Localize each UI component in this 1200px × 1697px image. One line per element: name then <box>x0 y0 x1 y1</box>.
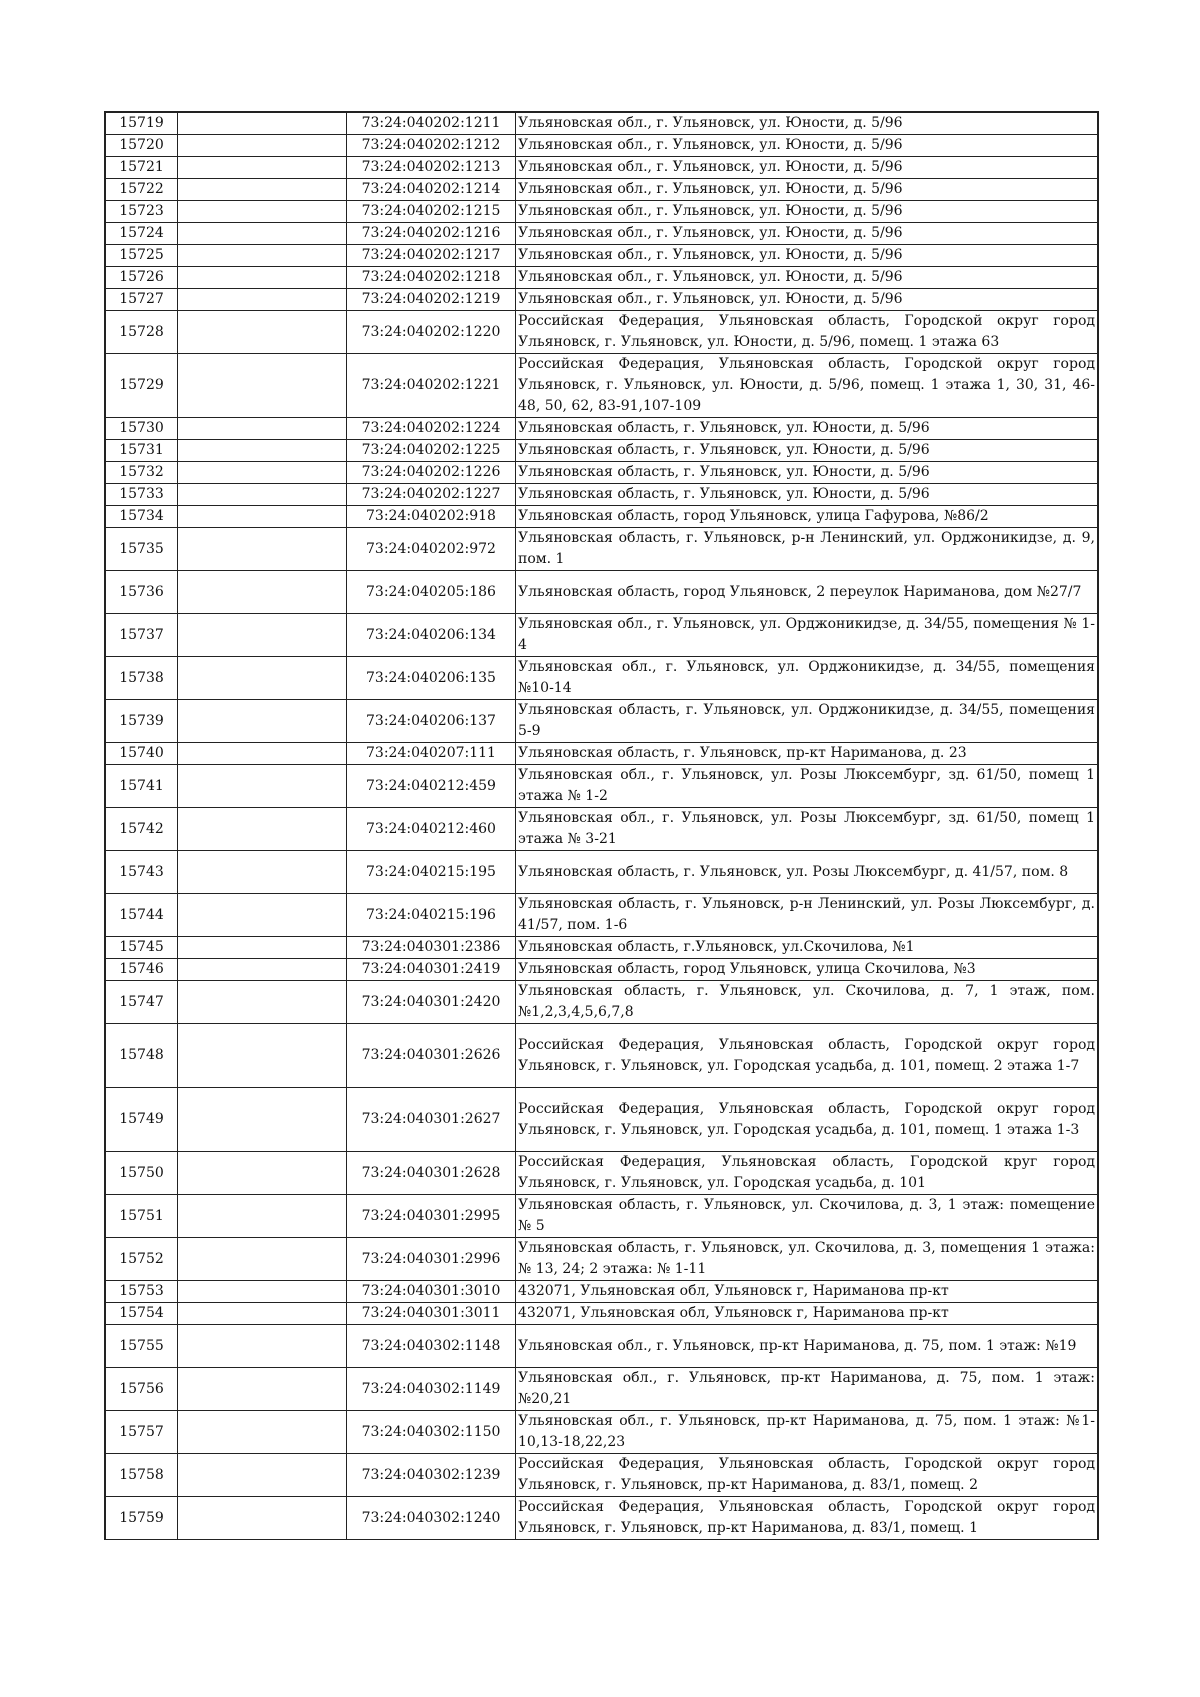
cadastral-number-cell: 73:24:040301:2996 <box>347 1238 516 1281</box>
cadastral-number-cell: 73:24:040212:460 <box>347 808 516 851</box>
table-row <box>105 1325 1098 1368</box>
row-number-cell: 15759 <box>105 1497 178 1540</box>
empty-cell <box>178 267 347 289</box>
empty-cell <box>178 959 347 981</box>
cadastral-number-cell: 73:24:040202:1217 <box>347 245 516 267</box>
table-row <box>105 1497 1098 1540</box>
address-cell: Ульяновская обл., г. Ульяновск, ул. Юности, д. 5/96 <box>516 179 1099 201</box>
cadastral-number-cell: 73:24:040301:2419 <box>347 959 516 981</box>
cadastral-number-cell: 73:24:040302:1148 <box>347 1325 516 1368</box>
empty-cell <box>178 1195 347 1238</box>
cadastral-number-cell: 73:24:040202:918 <box>347 506 516 528</box>
empty-cell <box>178 440 347 462</box>
cadastral-number-cell: 73:24:040302:1150 <box>347 1411 516 1454</box>
row-number-cell: 15742 <box>105 808 178 851</box>
address-cell: Ульяновская обл., г. Ульяновск, ул. Юности, д. 5/96 <box>516 157 1099 179</box>
address-cell: Ульяновская обл., г. Ульяновск, ул. Юности, д. 5/96 <box>516 201 1099 223</box>
table-row <box>105 506 1098 528</box>
table-row <box>105 700 1098 743</box>
address-cell: Ульяновская область, г. Ульяновск, ул. Орджоникидзе, д. 34/55, помещения 5-9 <box>516 700 1099 743</box>
cadastral-number-cell: 73:24:040202:1219 <box>347 289 516 311</box>
cadastral-number-cell: 73:24:040302:1149 <box>347 1368 516 1411</box>
cadastral-number-cell: 73:24:040301:2628 <box>347 1152 516 1195</box>
cadastral-number-cell: 73:24:040215:195 <box>347 851 516 894</box>
table-row <box>105 1454 1098 1497</box>
row-number-cell: 15730 <box>105 418 178 440</box>
table-row <box>105 418 1098 440</box>
empty-cell <box>178 1497 347 1540</box>
address-cell: Ульяновская область, г. Ульяновск, ул. Юности, д. 5/96 <box>516 484 1099 506</box>
row-number-cell: 15751 <box>105 1195 178 1238</box>
address-cell: Ульяновская обл., г. Ульяновск, ул. Юности, д. 5/96 <box>516 112 1099 135</box>
address-cell: Ульяновская обл., г. Ульяновск, ул. Юности, д. 5/96 <box>516 223 1099 245</box>
address-cell: Ульяновская область, г. Ульяновск, ул. Юности, д. 5/96 <box>516 462 1099 484</box>
table-row <box>105 289 1098 311</box>
registry-table <box>104 111 1099 1540</box>
table-row <box>105 808 1098 851</box>
empty-cell <box>178 1281 347 1303</box>
empty-cell <box>178 1238 347 1281</box>
table-row <box>105 112 1098 135</box>
row-number-cell: 15752 <box>105 1238 178 1281</box>
empty-cell <box>178 808 347 851</box>
table-row <box>105 528 1098 571</box>
empty-cell <box>178 851 347 894</box>
cadastral-number-cell: 73:24:040202:972 <box>347 528 516 571</box>
address-cell: Ульяновская область, город Ульяновск, улица Скочилова, №3 <box>516 959 1099 981</box>
address-cell: Ульяновская область, г.Ульяновск, ул.Скочилова, №1 <box>516 937 1099 959</box>
empty-cell <box>178 1024 347 1088</box>
address-cell: Ульяновская обл., г. Ульяновск, ул. Юности, д. 5/96 <box>516 289 1099 311</box>
address-cell: Ульяновская обл., г. Ульяновск, пр-кт Нариманова, д. 75, пом. 1 этаж: №19 <box>516 1325 1099 1368</box>
table-row <box>105 223 1098 245</box>
empty-cell <box>178 1454 347 1497</box>
row-number-cell: 15723 <box>105 201 178 223</box>
row-number-cell: 15753 <box>105 1281 178 1303</box>
cadastral-number-cell: 73:24:040205:186 <box>347 571 516 614</box>
table-row <box>105 1411 1098 1454</box>
table-row <box>105 937 1098 959</box>
row-number-cell: 15747 <box>105 981 178 1024</box>
empty-cell <box>178 1325 347 1368</box>
empty-cell <box>178 289 347 311</box>
row-number-cell: 15741 <box>105 765 178 808</box>
row-number-cell: 15750 <box>105 1152 178 1195</box>
cadastral-number-cell: 73:24:040207:111 <box>347 743 516 765</box>
empty-cell <box>178 1088 347 1152</box>
cadastral-number-cell: 73:24:040301:2627 <box>347 1088 516 1152</box>
address-cell: Российская Федерация, Ульяновская область, Городской округ город Ульяновск, г. Ульяновск, ул. Городская усадьба, д. 101, помещ. 1 этажа 1-3 <box>516 1088 1099 1152</box>
row-number-cell: 15744 <box>105 894 178 937</box>
table-row <box>105 571 1098 614</box>
address-cell: Ульяновская область, г. Ульяновск, ул. Юности, д. 5/96 <box>516 418 1099 440</box>
table-row <box>105 311 1098 354</box>
cadastral-number-cell: 73:24:040301:2995 <box>347 1195 516 1238</box>
row-number-cell: 15735 <box>105 528 178 571</box>
table-row <box>105 1281 1098 1303</box>
row-number-cell: 15738 <box>105 657 178 700</box>
cadastral-number-cell: 73:24:040301:2626 <box>347 1024 516 1088</box>
row-number-cell: 15756 <box>105 1368 178 1411</box>
table-row <box>105 267 1098 289</box>
empty-cell <box>178 1303 347 1325</box>
row-number-cell: 15757 <box>105 1411 178 1454</box>
table-row <box>105 1303 1098 1325</box>
table-row <box>105 981 1098 1024</box>
empty-cell <box>178 157 347 179</box>
empty-cell <box>178 354 347 418</box>
empty-cell <box>178 418 347 440</box>
address-cell: Ульяновская обл., г. Ульяновск, ул. Юности, д. 5/96 <box>516 267 1099 289</box>
cadastral-number-cell: 73:24:040202:1212 <box>347 135 516 157</box>
cadastral-number-cell: 73:24:040301:2420 <box>347 981 516 1024</box>
table-row <box>105 440 1098 462</box>
table-row <box>105 157 1098 179</box>
row-number-cell: 15754 <box>105 1303 178 1325</box>
row-number-cell: 15746 <box>105 959 178 981</box>
cadastral-number-cell: 73:24:040202:1221 <box>347 354 516 418</box>
address-cell: Ульяновская обл., г. Ульяновск, ул. Юности, д. 5/96 <box>516 135 1099 157</box>
address-cell: Ульяновская обл., г. Ульяновск, ул. Юности, д. 5/96 <box>516 245 1099 267</box>
address-cell: 432071, Ульяновская обл, Ульяновск г, Нариманова пр-кт <box>516 1281 1099 1303</box>
cadastral-number-cell: 73:24:040302:1239 <box>347 1454 516 1497</box>
row-number-cell: 15720 <box>105 135 178 157</box>
table-row <box>105 135 1098 157</box>
address-cell: Ульяновская область, г. Ульяновск, ул. Скочилова, д. 3, 1 этаж: помещение № 5 <box>516 1195 1099 1238</box>
empty-cell <box>178 614 347 657</box>
row-number-cell: 15737 <box>105 614 178 657</box>
empty-cell <box>178 506 347 528</box>
row-number-cell: 15722 <box>105 179 178 201</box>
empty-cell <box>178 484 347 506</box>
address-cell: Ульяновская область, г. Ульяновск, пр-кт Нариманова, д. 23 <box>516 743 1099 765</box>
row-number-cell: 15758 <box>105 1454 178 1497</box>
empty-cell <box>178 462 347 484</box>
row-number-cell: 15731 <box>105 440 178 462</box>
cadastral-number-cell: 73:24:040202:1225 <box>347 440 516 462</box>
row-number-cell: 15732 <box>105 462 178 484</box>
row-number-cell: 15736 <box>105 571 178 614</box>
row-number-cell: 15727 <box>105 289 178 311</box>
row-number-cell: 15728 <box>105 311 178 354</box>
cadastral-number-cell: 73:24:040301:3010 <box>347 1281 516 1303</box>
row-number-cell: 15749 <box>105 1088 178 1152</box>
empty-cell <box>178 981 347 1024</box>
row-number-cell: 15725 <box>105 245 178 267</box>
empty-cell <box>178 1368 347 1411</box>
row-number-cell: 15724 <box>105 223 178 245</box>
cadastral-number-cell: 73:24:040202:1227 <box>347 484 516 506</box>
cadastral-number-cell: 73:24:040301:3011 <box>347 1303 516 1325</box>
table-row <box>105 1088 1098 1152</box>
table-row <box>105 354 1098 418</box>
row-number-cell: 15734 <box>105 506 178 528</box>
address-cell: Ульяновская область, г. Ульяновск, р-н Ленинский, ул. Розы Люксембург, д. 41/57, пом. 1-6 <box>516 894 1099 937</box>
table-row <box>105 959 1098 981</box>
table-row <box>105 1195 1098 1238</box>
address-cell: Ульяновская область, г. Ульяновск, ул. Скочилова, д. 3, помещения 1 этажа: № 13, 24; 2 этажа: № 1-11 <box>516 1238 1099 1281</box>
table-row <box>105 657 1098 700</box>
row-number-cell: 15721 <box>105 157 178 179</box>
address-cell: Ульяновская обл., г. Ульяновск, ул. Орджоникидзе, д. 34/55, помещения № 1-4 <box>516 614 1099 657</box>
empty-cell <box>178 223 347 245</box>
address-cell: Ульяновская обл., г. Ульяновск, ул. Розы Люксембург, зд. 61/50, помещ 1 этажа № 3-21 <box>516 808 1099 851</box>
empty-cell <box>178 201 347 223</box>
address-cell: Ульяновская область, г. Ульяновск, ул. Скочилова, д. 7, 1 этаж, пом. №1,2,3,4,5,6,7,8 <box>516 981 1099 1024</box>
empty-cell <box>178 765 347 808</box>
cadastral-number-cell: 73:24:040202:1215 <box>347 201 516 223</box>
cadastral-number-cell: 73:24:040202:1214 <box>347 179 516 201</box>
empty-cell <box>178 937 347 959</box>
address-cell: Ульяновская область, г. Ульяновск, ул. Розы Люксембург, д. 41/57, пом. 8 <box>516 851 1099 894</box>
address-cell: Ульяновская обл., г. Ульяновск, ул. Орджоникидзе, д. 34/55, помещения №10-14 <box>516 657 1099 700</box>
empty-cell <box>178 1411 347 1454</box>
empty-cell <box>178 311 347 354</box>
row-number-cell: 15729 <box>105 354 178 418</box>
row-number-cell: 15719 <box>105 112 178 135</box>
cadastral-number-cell: 73:24:040202:1220 <box>347 311 516 354</box>
address-cell: Российская Федерация, Ульяновская область, Городской круг город Ульяновск, г. Ульяновск, ул. Городская усадьба, д. 101 <box>516 1152 1099 1195</box>
table-row <box>105 1238 1098 1281</box>
row-number-cell: 15743 <box>105 851 178 894</box>
empty-cell <box>178 112 347 135</box>
cadastral-number-cell: 73:24:040202:1224 <box>347 418 516 440</box>
table-row <box>105 1152 1098 1195</box>
address-cell: 432071, Ульяновская обл, Ульяновск г, Нариманова пр-кт <box>516 1303 1099 1325</box>
address-cell: Ульяновская область, город Ульяновск, 2 переулок Нариманова, дом №27/7 <box>516 571 1099 614</box>
address-cell: Ульяновская область, г. Ульяновск, р-н Ленинский, ул. Орджоникидзе, д. 9, пом. 1 <box>516 528 1099 571</box>
empty-cell <box>178 700 347 743</box>
row-number-cell: 15755 <box>105 1325 178 1368</box>
cadastral-number-cell: 73:24:040202:1218 <box>347 267 516 289</box>
table-row <box>105 894 1098 937</box>
row-number-cell: 15726 <box>105 267 178 289</box>
address-cell: Ульяновская обл., г. Ульяновск, пр-кт Нариманова, д. 75, пом. 1 этаж: №1-10,13-18,22,23 <box>516 1411 1099 1454</box>
empty-cell <box>178 743 347 765</box>
cadastral-number-cell: 73:24:040206:135 <box>347 657 516 700</box>
empty-cell <box>178 657 347 700</box>
address-cell: Ульяновская обл., г. Ульяновск, ул. Розы Люксембург, зд. 61/50, помещ 1 этажа № 1-2 <box>516 765 1099 808</box>
cadastral-number-cell: 73:24:040206:137 <box>347 700 516 743</box>
empty-cell <box>178 528 347 571</box>
cadastral-number-cell: 73:24:040202:1213 <box>347 157 516 179</box>
table-row <box>105 245 1098 267</box>
table-row <box>105 851 1098 894</box>
table-row <box>105 614 1098 657</box>
empty-cell <box>178 571 347 614</box>
row-number-cell: 15733 <box>105 484 178 506</box>
registry-table-body <box>105 112 1098 1540</box>
cadastral-number-cell: 73:24:040206:134 <box>347 614 516 657</box>
row-number-cell: 15745 <box>105 937 178 959</box>
table-row <box>105 1024 1098 1088</box>
table-row <box>105 765 1098 808</box>
table-row <box>105 201 1098 223</box>
address-cell: Ульяновская область, город Ульяновск, улица Гафурова, №86/2 <box>516 506 1099 528</box>
address-cell: Российская Федерация, Ульяновская область, Городской округ город Ульяновск, г. Ульяновск, пр-кт Нариманова, д. 83/1, помещ. 1 <box>516 1497 1099 1540</box>
table-row <box>105 484 1098 506</box>
empty-cell <box>178 1152 347 1195</box>
address-cell: Российская Федерация, Ульяновская область, Городской округ город Ульяновск, г. Ульяновск, ул. Городская усадьба, д. 101, помещ. 2 этажа 1-7 <box>516 1024 1099 1088</box>
row-number-cell: 15748 <box>105 1024 178 1088</box>
cadastral-number-cell: 73:24:040202:1226 <box>347 462 516 484</box>
address-cell: Ульяновская область, г. Ульяновск, ул. Юности, д. 5/96 <box>516 440 1099 462</box>
empty-cell <box>178 179 347 201</box>
address-cell: Ульяновская обл., г. Ульяновск, пр-кт Нариманова, д. 75, пом. 1 этаж: №20,21 <box>516 1368 1099 1411</box>
cadastral-number-cell: 73:24:040202:1211 <box>347 112 516 135</box>
cadastral-number-cell: 73:24:040302:1240 <box>347 1497 516 1540</box>
table-row <box>105 1368 1098 1411</box>
address-cell: Российская Федерация, Ульяновская область, Городской округ город Ульяновск, г. Ульяновск, пр-кт Нариманова, д. 83/1, помещ. 2 <box>516 1454 1099 1497</box>
cadastral-number-cell: 73:24:040301:2386 <box>347 937 516 959</box>
cadastral-number-cell: 73:24:040212:459 <box>347 765 516 808</box>
empty-cell <box>178 135 347 157</box>
address-cell: Российская Федерация, Ульяновская область, Городской округ город Ульяновск, г. Ульяновск, ул. Юности, д. 5/96, помещ. 1 этажа 63 <box>516 311 1099 354</box>
cadastral-number-cell: 73:24:040202:1216 <box>347 223 516 245</box>
empty-cell <box>178 245 347 267</box>
row-number-cell: 15740 <box>105 743 178 765</box>
table-row <box>105 462 1098 484</box>
address-cell: Российская Федерация, Ульяновская область, Городской округ город Ульяновск, г. Ульяновск, ул. Юности, д. 5/96, помещ. 1 этажа 1, 30, 31, 46-48, 50, 62, 83-91,107-109 <box>516 354 1099 418</box>
table-row <box>105 179 1098 201</box>
row-number-cell: 15739 <box>105 700 178 743</box>
empty-cell <box>178 894 347 937</box>
cadastral-number-cell: 73:24:040215:196 <box>347 894 516 937</box>
table-row <box>105 743 1098 765</box>
